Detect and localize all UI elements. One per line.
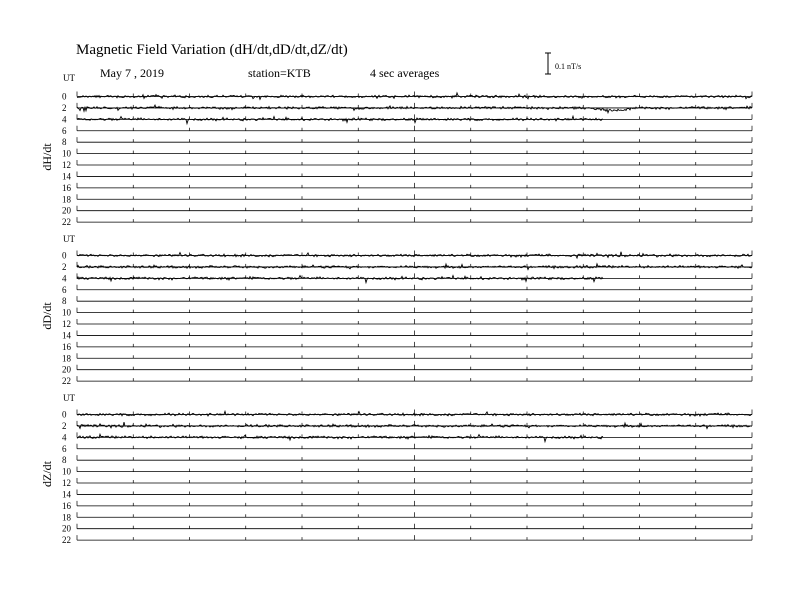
row-label-0: 0	[62, 250, 67, 261]
row-label-20: 20	[62, 205, 71, 216]
row-label-10: 10	[62, 466, 71, 477]
row-label-18: 18	[62, 353, 71, 364]
row-label-2: 2	[62, 420, 67, 431]
panels	[40, 73, 752, 545]
row-label-4: 4	[62, 114, 67, 125]
row-label-10: 10	[62, 307, 71, 318]
panel-label: dD/dt	[40, 302, 54, 330]
chart-title: Magnetic Field Variation (dH/dt,dD/dt,dZ/dt)	[76, 42, 348, 58]
date-label: May 7 , 2019	[100, 66, 164, 80]
row-label-6: 6	[62, 443, 67, 454]
row-label-14: 14	[62, 489, 71, 500]
row-label-18: 18	[62, 194, 71, 205]
row-label-16: 16	[62, 182, 71, 193]
scale-bar-label: 0.1 nT/s	[555, 62, 582, 71]
row-label-4: 4	[62, 432, 67, 443]
ut-label: UT	[63, 393, 75, 403]
scale-bar	[545, 53, 581, 74]
header	[76, 42, 581, 80]
row-label-12: 12	[62, 319, 71, 330]
row-label-20: 20	[62, 364, 71, 375]
row-label-8: 8	[62, 455, 67, 466]
row-label-10: 10	[62, 148, 71, 159]
row-label-22: 22	[62, 376, 71, 387]
row-label-16: 16	[62, 500, 71, 511]
row-label-2: 2	[62, 261, 67, 272]
data-trace-4	[77, 434, 603, 441]
panel-label: dZ/dt	[40, 461, 54, 487]
row-label-4: 4	[62, 273, 67, 284]
row-label-20: 20	[62, 523, 71, 534]
row-label-2: 2	[62, 102, 67, 113]
row-label-16: 16	[62, 341, 71, 352]
station-label: station=KTB	[248, 66, 311, 80]
panel-dD-dt	[40, 234, 752, 386]
row-label-0: 0	[62, 409, 67, 420]
row-label-18: 18	[62, 512, 71, 523]
data-trace-4	[77, 116, 603, 123]
panel-dZ-dt	[40, 393, 752, 545]
row-label-6: 6	[62, 284, 67, 295]
row-label-0: 0	[62, 91, 67, 102]
row-label-8: 8	[62, 296, 67, 307]
panel-dH-dt	[40, 73, 752, 227]
averaging-label: 4 sec averages	[370, 66, 440, 80]
panel-label: dH/dt	[40, 143, 54, 171]
row-label-14: 14	[62, 330, 71, 341]
row-label-8: 8	[62, 137, 67, 148]
row-label-12: 12	[62, 478, 71, 489]
row-label-6: 6	[62, 125, 67, 136]
row-label-14: 14	[62, 171, 71, 182]
ut-label: UT	[63, 73, 75, 83]
data-trace-4	[77, 276, 603, 283]
row-label-12: 12	[62, 160, 71, 171]
row-label-22: 22	[62, 535, 71, 546]
row-label-22: 22	[62, 217, 71, 228]
ut-label: UT	[63, 234, 75, 244]
